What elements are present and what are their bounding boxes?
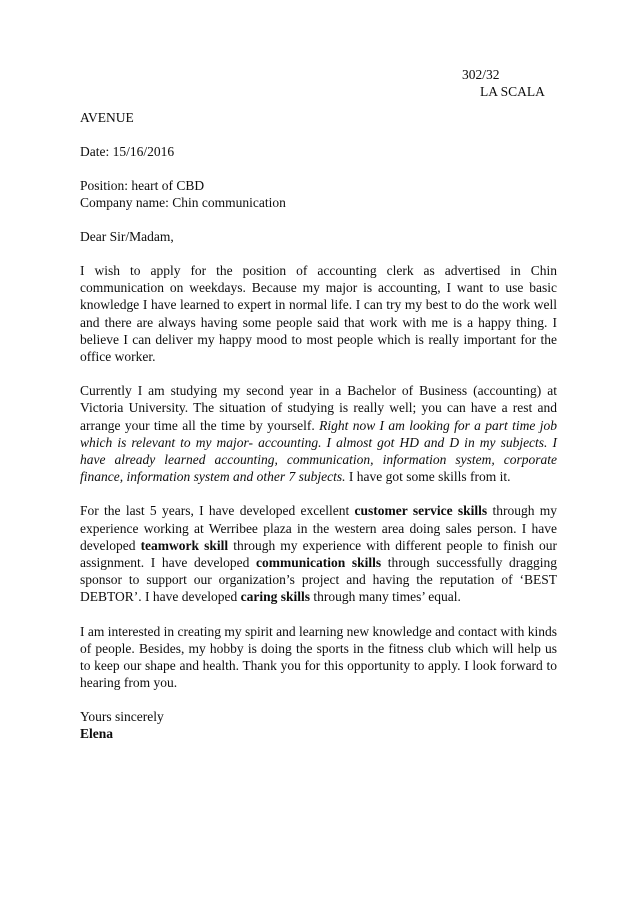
sender-address-block — [80, 66, 557, 100]
skill-communication: communication skills — [256, 555, 382, 571]
position-line: Position: heart of CBD — [80, 178, 205, 193]
paragraph-3 — [80, 502, 557, 605]
skill-teamwork: teamwork skill — [140, 537, 229, 553]
paragraph-1: I wish to apply for the position of accounting clerk as advertised in Chin communication on weekdays. Because my major is accounting, I want to use basic knowledge I have learned to expert in normal life. I can try my best to do the work well and there are always having some people said that work with me is a happy thing. I believe I can deliver my happy mood to most people which is really important for the office worker. — [80, 263, 557, 365]
spacer — [80, 160, 557, 177]
spacer — [80, 211, 557, 228]
spacer — [80, 245, 557, 262]
signature-name: Elena — [80, 726, 114, 742]
spacer — [80, 691, 557, 708]
paragraph-3-text-b: through my experience working at Werribee plaza in the western area doing sales person. I have developed — [80, 503, 558, 553]
sender-address-line-1: 302/32 — [462, 67, 500, 82]
paragraph-3-text-d: through successfully dragging sponsor to support our organization’s project and having the reputation of ‘BEST DEBTOR’. I have developed — [80, 555, 558, 605]
paragraph-2-italic-run: Right now I am looking for a part time job which is relevant to my major- accounting. I almost got HD and D in my subjects. I have already learned accounting, communication, information system, corporate finance, information system and other 7 subjects. — [80, 417, 557, 485]
paragraph-2 — [80, 382, 557, 485]
spacer — [80, 485, 557, 502]
paragraph-3-text-e: through many times’ equal. — [309, 589, 461, 605]
letter-body — [80, 66, 557, 742]
spacer — [80, 606, 557, 623]
paragraph-3-text-a: For the last 5 years, I have developed excellent — [80, 503, 355, 519]
paragraph-4: I am interested in creating my spirit and learning new knowledge and contact with kinds of people. Besides, my hobby is doing the sports in the fitness club which will help us to keep our shape and health. Thank you for this opportunity to apply. I look forward to hearing from you. — [80, 623, 557, 691]
skill-caring: caring skills — [240, 589, 310, 605]
paragraph-2-text-b: I have got some skills from it. — [345, 469, 511, 485]
spacer — [80, 365, 557, 382]
spacer — [80, 126, 557, 143]
skill-customer-service: customer service skills — [354, 503, 488, 519]
salutation: Dear Sir/Madam, — [80, 229, 174, 244]
date-line: Date: 15/16/2016 — [80, 144, 175, 159]
paragraph-2-text-a: Currently I am studying my second year in a Bachelor of Business (accounting) at Victoria University. The situation of studying is really well; you can have a rest and arrange your time all the time by yourself. — [80, 383, 557, 433]
valediction: Yours sincerely — [80, 709, 164, 725]
sender-address-line-2: LA SCALA — [480, 84, 545, 99]
sender-address-line-3: AVENUE — [80, 110, 134, 125]
company-line: Company name: Chin communication — [80, 195, 286, 210]
paragraph-3-text-c: through my experience with different people to finish our assignment. I have developed — [80, 537, 557, 571]
